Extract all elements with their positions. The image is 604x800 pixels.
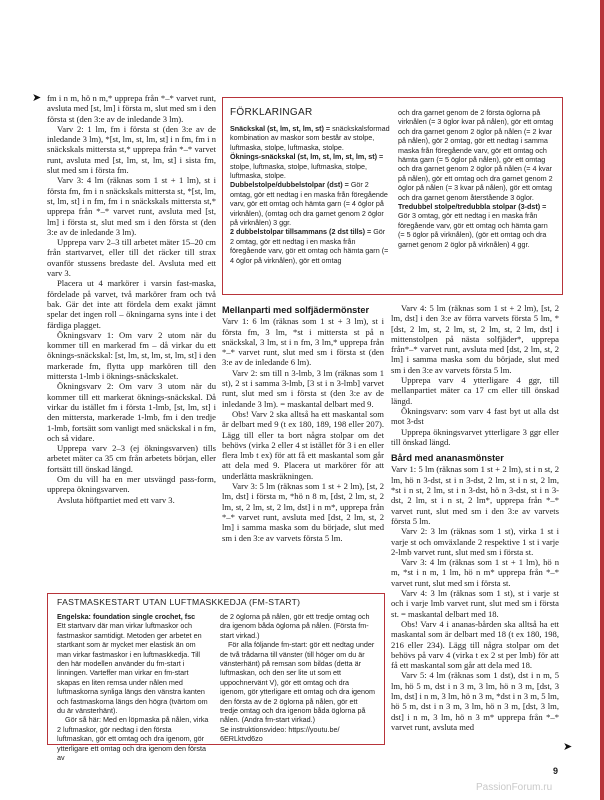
fm-start-col2	[220, 612, 376, 744]
definition: Tredubbel stolpe/tredubbla stolpar (3-dst) = Gör 3 omtag, gör ett nedtag i en maska från föregående varv, gör ett omtag och hämta garn (= 5 öglor på virknålen), (gör ett omtag och dra garnet genom 2 öglor på virknålen) 4 ggr.	[398, 202, 548, 249]
paragraph: Om du vill ha en mer utsvängd pass-form, upprepa ökningsvarven.	[47, 473, 216, 495]
column-2	[222, 305, 384, 543]
forklaringar-box	[222, 97, 563, 295]
paragraph: Ett startvarv där man virkar luftmaskor och fastmaskor samtidigt. Metoden ger arbetet en startkant som är mycket mer elastisk än om man virkar fastmaskor i en luftmaskkedja. Till den här modellen använder du fm-start i linningen. Varteffer man virkar en fm-start skapas en liten remsa under nålen med luftmaskorna synliga längs den vänstra kanten och fastmaskorna längs den högra (tvärtom om du är vänsterhänt).	[57, 621, 208, 716]
paragraph: Varv 3: 5 lm (räknas som 1 st + 2 lm), [st, 2 lm, dst] i första m, *hö n 8 m, [dst, 2 lm, st, 2 lm, st, 2 lm, st, 2 lm, dst] i n m*, upprepa från *–* varvet runt, avsluta med [dst, 2 lm, st, 2 lm] i samma maska som du började, slut med sm i den 3:e av varvets första 5 lm.	[222, 481, 384, 543]
section-heading-bard: Bård med ananasmönster	[391, 453, 504, 464]
column-3	[391, 303, 559, 732]
paragraph: Ökningsvarv 1: Om varv 2 utom när du kommer till en markerad fm – då virkar du ett öknings-snäckskal: [st, lm, st, lm, st, lm, st] i den markerade fm, flytta upp markören till den mittersta 1-lmb i öknings-snäckskalet.	[47, 329, 216, 382]
paragraph: Gör så här: Med en löpmaska på nålen, virka 2 luftmaskor, gör nedtag i den första luftmaskan, gör ett omtag och dra igenom, gör ytterligare ett omtag och dra igenom den första av	[57, 715, 209, 763]
paragraph: Upprepa ökningsvarvet ytterligare 3 ggr eller till önskad längd.	[391, 426, 559, 447]
paragraph: de 2 öglorna på nålen, gör ett tredje omtag och dra igenom båda öglorna på nålen. (Första fm-start virkad.)	[220, 612, 370, 640]
paragraph: Avsluta höftpartiet med ett varv 3.	[57, 494, 175, 505]
definition: 2 dubbelstolpar tillsammans (2 dst tills) = Gör 2 omtag, gör ett nedtag i en maska från föregående varv, gör ett omtag och hämta garn (= 4 öglor på virknålen), gör ett omtag	[230, 227, 389, 265]
paragraph: Upprepa varv 2–3 (ej ökningsvarven) tills arbetet mäter ca 35 cm från arbetets början, eller fortsätt till önskad längd.	[47, 443, 216, 474]
fm-start-title: FASTMASKESTART UTAN LUFTMASKKEDJA (FM-START)	[57, 597, 301, 607]
fm-subheading: Engelska: foundation single crochet, fsc	[57, 612, 196, 621]
continue-arrow-left: ➤	[32, 92, 42, 104]
paragraph: Obs! Varv 2 ska alltså ha ett maskantal som är delbart med 9 (t ex 180, 189, 198 eller 207). Lägg till eller ta bort några stolpar om det behövs (virka 2 eller 4 st istället för 3 i en eller flera lmb t ex) för att få ett maskantal som går att dela med 9. Placera ut markörer för att underlätta maskräkningen.	[222, 408, 384, 481]
forklaringar-right	[398, 108, 556, 249]
continue-arrow-right: ➤	[563, 741, 573, 753]
page-number: 9	[553, 766, 559, 776]
paragraph: Varv 3: 4 lm (räknas som 1 st + 1 lm), st i första fm, fm i n snäckskals mittersta st, *[st, lm, st, lm, st] i n fm, fm i n snäckskals mittersta st,* upprepa från *–* varvet runt, avsluta med [st, lm] i första st, slut med sm i den första st (den 3:e av de inledande 3 lm).	[47, 175, 216, 237]
forklaringar-left	[230, 124, 390, 265]
watermark: PassionForum.ru	[476, 782, 553, 793]
paragraph: Upprepa varv 4 ytterligare 4 ggr, till mellanpartiet mäter ca 17 cm eller till önskad längd.	[391, 375, 559, 406]
paragraph: Placera ut 4 markörer i varsin fast-maska, fördelade på varvet, två markörer fram och två bak. Gär det inte att fördela dem exakt jämnt spelar det ingen roll – ökningarna syns inte i det färdiga plagget.	[47, 278, 216, 330]
paragraph: Varv 1: 6 lm (räknas som 1 st + 3 lm), st i första fm, 3 lm, *st i mittersta st på n snäckskal, 3 lm, st i n fm, 3 lm,* upprepa från *–* varvet runt, slut med sm i första st (den 3:e av de inledande 6 lm).	[222, 316, 384, 368]
paragraph: För alla följande fm-start: gör ett nedtag under de två trådarna till vänster (till höger om du är vänsterhänt) på remsan som bildas (detta är luftmaskan, och den ser lite ut som ett uppochnervänt V), gör ett omtag och dra igenom, gör ytterligare ett omtag och dra igenom den första av de 2 öglorna på nålen, gör ett tredje omtag och dra igenom båda öglorna på nålen. (Andra fm-start virkad.)	[220, 640, 376, 725]
paragraph: Varv 2: sm till n 3-lmb, 3 lm (räknas som 1 st), 2 st i samma 3-lmb, [3 st i n 3-lmb] varvet runt, slut med sm i första st (den 3:e av de inledande 3 lm). = maskantal delbart med 9.	[222, 367, 384, 409]
section-heading-mellanparti: Mellanparti med solfjädermönster	[222, 305, 370, 315]
paragraph: Varv 3: 4 lm (räknas som 1 st + 1 lm), hö n m, *st i n m, 1 lm, hö n m* upprepa från *–* varvet runt, slut med sm i första st.	[391, 557, 559, 588]
forklaringar-title: FÖRKLARINGAR	[230, 107, 313, 118]
paragraph: Ökningsvarv: som varv 4 fast byt ut alla dst mot 3-dst	[391, 405, 559, 427]
paragraph: Varv 1: 5 lm (räknas som 1 st + 2 lm), st i n st, 2 lm, hö n 3-dst, st i n 3-dst, 2 lm, st i n st, 2 lm, *st i n st, 2 lm, st i n 3-dst, hö n 3-dst, st i n 3-dst, 2 lm, st i n st, 2 lm*, upprepa från *–* varvet runt, slut med sm i den 3:e av varvets första 5 lm.	[391, 464, 559, 526]
definition: Snäckskal (st, lm, st, lm, st) = snäckskalsformad kombination av maskor som består av stolpe, luftmaska, stolpe, luftmaska, stolpe.	[230, 124, 390, 152]
paragraph: Varv 5: 4 lm (räknas som 1 dst), dst i n m, 5 lm, hö 5 m, dst i n 3 m, 3 lm, hö n 3 m, [dst, 3 lm, dst] i n m, 3 lm, hö n 3 m, *dst i n 3 m, 5 lm, hö 5 m, dst i n 3 m, 3 lm, hö n 3 m, [dst, 3 lm, dst] i n m, 3 lm, hö n 3 m* upprepa från *–* varvet runt, avsluta med	[391, 670, 559, 732]
definition: Öknings-snäckskal (st, lm, st, lm, st, lm, st) = stolpe, luftmaska, stolpe, luftmaska, stolpe, luftmaska, stolpe.	[230, 152, 384, 181]
video-link[interactable]: Se instruktionsvideo: https://youtu.be/ 6ERLktvd6zo	[220, 724, 340, 744]
right-edge-rule	[600, 0, 604, 800]
paragraph: Upprepa varv 2–3 till arbetet mäter 15–20 cm från startvarvet, eller till det räcker till strax ovanför stussens bredaste del. Avsluta med ett varv 3.	[47, 237, 216, 279]
paragraph: Varv 2: 3 lm (räknas som 1 st), virka 1 st i varje st och omväxlande 2 respektive 1 st i varje 2-lmb varvet runt, slut med sm i första st.	[391, 526, 559, 557]
fm-start-col1	[57, 612, 209, 763]
paragraph: fm i n m, hö n m,* upprepa från *–* varvet runt, avsluta med [st, lm] i första m, slut med sm i den första st (den 3:e av de inledande 3 lm).	[47, 93, 216, 124]
paragraph: Obs! Varv 4 i ananas-bården ska alltså ha ett maskantal som är delbart med 18 (t ex 180, 198, 216 eller 234). Lägg till några stolpar om det behövs på varv 4 (virka t ex 2 st per lmb) för att få ett maskantal som går att dela med 18.	[391, 618, 559, 671]
paragraph: Varv 4: 5 lm (räknas som 1 st + 2 lm), [st, 2 lm, dst] i den 3:e av förra varvets första 5 lm, *[dst, 2 lm, st, 2 lm, st, 2 lm, st, 2 lm, dst] i mittenstolpen på nästa solfjäder*, upprepa från*–* varvet runt, avsluta med [dst, 2 lm, st, 2 lm] i samma maska som du började, slut med sm i den 3:e av varvets första 5 lm.	[391, 303, 559, 375]
definition: och dra garnet genom de 2 första öglorna på virknålen (= 3 öglor kvar på nålen), gör ett omtag och dra garnet genom 2 öglor på nålen (= 2 kvar på nålen), gör 2 omtag, gör ett nedtag i samma maska från föregående varv, gör ett omtag och hämta garn (= 5 öglor på nålen), gör ett omtag och dra garnet genom 2 öglor på nålen (= 4 kvar på nålen), gör ett omtag och dra garnet genom 2 öglor på nålen (= 3 kvar på nålen), gör ett omtag och dra garnet genom återstående 3 öglor.	[398, 108, 554, 202]
paragraph: Varv 4: 3 lm (räknas som 1 st), st i varje st och i varje lmb varvet runt, slut med sm i första st. = maskantal delbart med 18.	[391, 588, 559, 619]
paragraph: Ökningsvarv 2: Om varv 3 utom när du kommer till ett markerat öknings-snäckskal. Då virkar du istället fm i första 1-lmb, [st, lm, st] i den mittersta, markerade 1-lmb, fm i den tredje 1-lmb, fortsätt som vanligt med snäckskal i n fm, och så vidare.	[47, 381, 216, 443]
column-1	[47, 93, 216, 505]
paragraph: Varv 2: 1 lm, fm i första st (den 3:e av de inledande 3 lm), *[st, lm, st, lm, st] i n fm, fm i n snäckskals mittersta st,* upprepa från *–* varvet runt, avsluta med [st, lm, st, lm, st] i sista fm, slut med sm i första fm.	[47, 123, 216, 176]
fm-start-box	[47, 593, 385, 763]
definition: Dubbelstolpe/dubbelstolpar (dst) = Gör 2 omtag, gör ett nedtag i en maska från föregående varv, gör ett omtag och hämta garn (= 4 öglor på virknålen), (omtag och dra garnet genom 2 öglor på virknålen) 3 ggr.	[230, 180, 388, 228]
